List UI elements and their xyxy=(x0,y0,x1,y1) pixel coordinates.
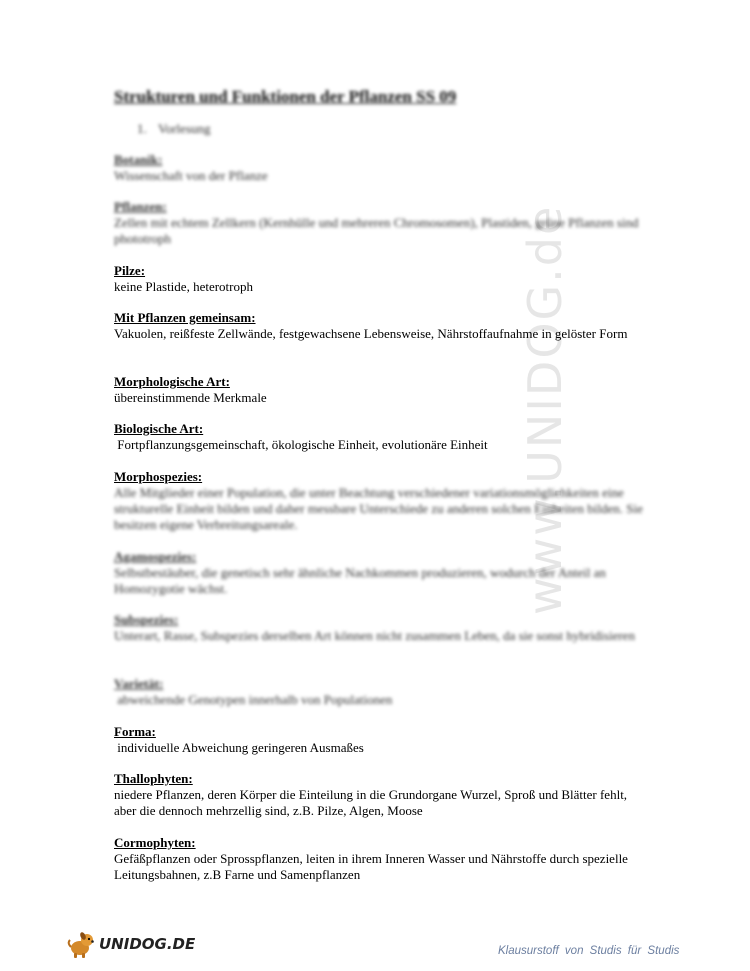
section-body: keine Plastide, heterotroph xyxy=(114,279,253,294)
section-cormophyten xyxy=(114,835,644,883)
list-number: 1. xyxy=(137,121,147,136)
section-heading: Agamospezies: xyxy=(114,549,197,564)
section-mit-pflanzen-gemeinsam xyxy=(114,310,644,342)
section-body: Alle Mitglieder einer Population, die unter Beachtung verschiedener variationsmöglichkeiten eine strukturelle Einheit bilden und daher messbare Unterschiede zu anderen solchen Einheiten bilden. Sie besitzen eigene Verbreitungsareale. xyxy=(114,485,643,532)
section-body: Gefäßpflanzen oder Sprosspflanzen, leiten in ihrem Inneren Wasser und Nährstoffe durch spezielle Leitungsbahnen, z.B Farne und Samenpflanzen xyxy=(114,851,628,882)
section-body: Wissenschaft von der Pflanze xyxy=(114,168,268,183)
section-biologische-art xyxy=(114,421,644,453)
section-agamospezies xyxy=(114,549,644,597)
section-body: individuelle Abweichung geringeren Ausmaßes xyxy=(114,740,364,755)
section-body: niedere Pflanzen, deren Körper die Einteilung in die Grundorgane Wurzel, Sproß und Blätter fehlt, aber die dennoch mehrzellig sind, z.B. Pilze, Algen, Moose xyxy=(114,787,628,818)
section-botanik xyxy=(114,152,644,184)
section-varietaet xyxy=(114,676,644,708)
section-heading: Thallophyten: xyxy=(114,771,193,786)
section-body: Selbstbestäuber, die genetisch sehr ähnliche Nachkommen produzieren, wodurch der Anteil an Homozygotie wächst. xyxy=(114,565,606,596)
section-heading: Cormophyten: xyxy=(114,835,196,850)
section-heading: Varietät: xyxy=(114,676,164,691)
dog-mascot-icon xyxy=(67,929,97,959)
section-morphospezies xyxy=(114,469,644,533)
section-thallophyten xyxy=(114,771,644,819)
section-body: Unterart, Rasse, Subspezies derselben Art können nicht zusammen Leben, da sie sonst hybridisieren xyxy=(114,628,635,643)
lecture-list-item xyxy=(137,121,211,137)
document-title: Strukturen und Funktionen der Pflanzen SS 09 xyxy=(114,87,457,106)
section-heading: Botanik: xyxy=(114,152,163,167)
section-body: Zellen mit echtem Zellkern (Kernhülle und mehreren Chromosomen), Plastiden, grüne Pflanzen sind phototroph xyxy=(114,215,639,246)
section-body: Fortpflanzungsgemeinschaft, ökologische Einheit, evolutionäre Einheit xyxy=(114,437,488,452)
list-label: Vorlesung xyxy=(158,121,211,136)
section-heading: Pilze: xyxy=(114,263,146,278)
section-body: abweichende Genotypen innerhalb von Populationen xyxy=(114,692,393,707)
unidog-logo xyxy=(67,928,195,960)
section-heading: Morphologische Art: xyxy=(114,374,230,389)
watermark: www.UNIDOG.de xyxy=(518,204,572,615)
section-heading: Mit Pflanzen gemeinsam: xyxy=(114,310,256,325)
section-morphologische-art xyxy=(114,374,644,406)
section-subspezies xyxy=(114,612,644,644)
section-heading: Forma: xyxy=(114,724,156,739)
section-forma xyxy=(114,724,644,756)
section-body: übereinstimmende Merkmale xyxy=(114,390,267,405)
section-heading: Pflanzen: xyxy=(114,199,167,214)
section-heading: Subspezies: xyxy=(114,612,179,627)
section-heading: Morphospezies: xyxy=(114,469,203,484)
section-body: Vakuolen, reißfeste Zellwände, festgewachsene Lebensweise, Nährstoffaufnahme in gelöster Form xyxy=(114,326,628,341)
section-heading: Biologische Art: xyxy=(114,421,204,436)
section-pilze xyxy=(114,263,644,295)
logo-text: UNIDOG.DE xyxy=(99,935,196,953)
footer-tagline: Klausurstoff von Studis für Studis xyxy=(498,945,680,957)
section-pflanzen xyxy=(114,199,644,247)
